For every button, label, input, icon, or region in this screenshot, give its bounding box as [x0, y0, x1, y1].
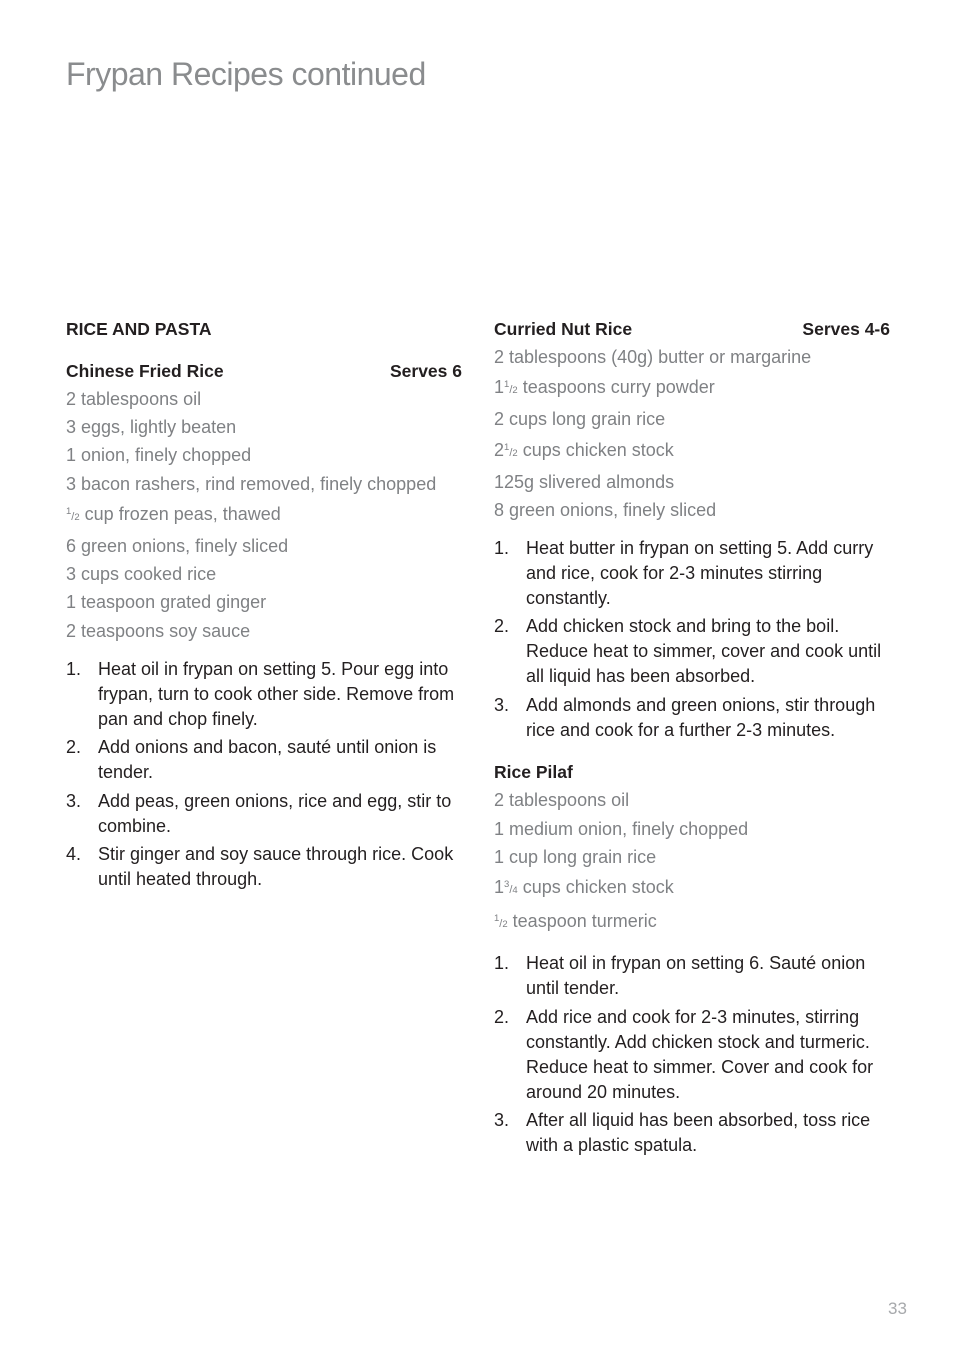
fraction-whole: 2: [494, 439, 505, 460]
ingredient-item: 2 teaspoons soy sauce: [66, 620, 251, 641]
recipe-title: Chinese Fried Rice: [66, 361, 224, 381]
fraction-denominator: 2: [512, 447, 518, 459]
step-item: [66, 735, 462, 785]
recipe-header-chinese-fried-rice: [66, 359, 462, 383]
fraction: 1/2: [504, 441, 518, 459]
step-text: Stir ginger and soy sauce through rice. Cook until heated through.: [98, 844, 454, 889]
recipe-title: Curried Nut Rice: [494, 319, 633, 339]
ingredient-item: 2 tablespoons (40g) butter or margarine: [494, 347, 812, 367]
ingredient-item: 1 medium onion, finely chopped: [494, 818, 749, 839]
step-number: 3.: [494, 694, 510, 715]
step-text: Add peas, green onions, rice and egg, stir to combine.: [98, 790, 452, 836]
ingredient-item: 6 green onions, finely sliced: [66, 535, 289, 556]
method-steps: [494, 951, 890, 1158]
ingredient-item: 125g slivered almonds: [494, 471, 675, 492]
right-column: [494, 317, 890, 1162]
ingredient-text: teaspoon turmeric: [512, 911, 657, 932]
ingredient-item: [494, 873, 890, 903]
step-item: [494, 1108, 890, 1158]
ingredient-item: 8 green onions, finely sliced: [494, 499, 717, 520]
ingredient-item: 2 cups long grain rice: [494, 409, 666, 430]
ingredient-list: [494, 788, 890, 937]
step-text: Heat oil in frypan on setting 6. Sauté onion until tender.: [526, 953, 866, 999]
step-number: 1.: [66, 658, 82, 679]
fraction-numerator: 1: [66, 505, 72, 517]
step-text: Add almonds and green onions, stir through rice and cook for a further 2-3 minutes.: [526, 694, 876, 740]
step-item: [66, 657, 462, 732]
recipe-title: Rice Pilaf: [494, 762, 573, 783]
ingredient-item: 1 teaspoon grated ginger: [66, 592, 267, 613]
ingredient-item: 2 tablespoons oil: [494, 790, 630, 811]
step-number: 2.: [494, 616, 510, 637]
fraction-numerator: 3: [504, 879, 510, 890]
step-item: [494, 693, 890, 743]
ingredient-item: 1 onion, finely chopped: [66, 445, 252, 466]
step-item: [494, 536, 890, 611]
recipe-serves: Serves 6: [389, 361, 462, 381]
ingredient-list: [66, 387, 462, 643]
step-text: Add onions and bacon, sauté until onion is tender.: [98, 737, 437, 782]
step-text: Add chicken stock and bring to the boil. Reduce heat to simmer, cover and cook until all liquid has been absorbed.: [526, 616, 882, 687]
step-item: [66, 789, 462, 839]
step-item: [66, 842, 462, 892]
fraction-numerator: 1: [504, 379, 510, 391]
step-number: 1.: [494, 537, 510, 558]
step-number: 3.: [66, 790, 82, 811]
recipe-header-rice-pilaf: [494, 760, 890, 784]
method-steps: [66, 657, 462, 893]
fraction-numerator: 1: [494, 913, 500, 925]
ingredient-list: [494, 345, 890, 522]
step-text: Heat oil in frypan on setting 5. Pour egg into frypan, turn to cook other side. Remove from pan and chop finely.: [98, 658, 455, 729]
left-column: [66, 317, 462, 896]
section-heading: RICE AND PASTA: [66, 319, 212, 339]
ingredient-item: [494, 907, 890, 937]
ingredient-item: 3 bacon rashers, rind removed, finely chopped: [66, 473, 437, 494]
ingredient-item: [494, 436, 890, 466]
fraction-whole: 1: [494, 877, 505, 897]
ingredient-item: 1 cup long grain rice: [494, 846, 657, 867]
ingredient-text: cups chicken stock: [522, 439, 674, 460]
step-text: After all liquid has been absorbed, toss rice with a plastic spatula.: [526, 1110, 871, 1156]
recipe-serves: Serves 4-6: [802, 319, 890, 339]
ingredient-item: [66, 500, 462, 530]
ingredient-text: cup frozen peas, thawed: [84, 503, 281, 524]
fraction: 1/2: [66, 505, 80, 523]
step-number: 3.: [494, 1110, 510, 1131]
step-number: 2.: [494, 1006, 510, 1027]
fraction-whole: 1: [494, 377, 505, 398]
recipe-header-curried-nut-rice: [494, 317, 890, 341]
fraction-denominator: 2: [74, 511, 80, 523]
step-number: 1.: [494, 953, 510, 974]
fraction-numerator: 1: [504, 441, 510, 453]
step-number: 4.: [66, 844, 82, 864]
page-title: Frypan Recipes continued: [66, 56, 426, 92]
fraction-denominator: 2: [502, 919, 508, 931]
fraction-denominator: 4: [512, 885, 518, 896]
ingredient-item: 2 tablespoons oil: [66, 389, 202, 409]
ingredient-item: [494, 373, 890, 403]
fraction: 1/2: [504, 379, 518, 397]
ingredient-text: cups chicken stock: [522, 877, 674, 897]
step-item: [494, 951, 890, 1001]
step-item: [494, 614, 890, 689]
method-steps: [494, 536, 890, 743]
step-item: [494, 1005, 890, 1105]
ingredient-item: 3 eggs, lightly beaten: [66, 417, 237, 438]
ingredient-item: 3 cups cooked rice: [66, 564, 217, 585]
fraction: 1/2: [494, 913, 508, 931]
fraction: 3/4: [504, 879, 518, 896]
fraction-denominator: 2: [512, 385, 518, 397]
spacer: [494, 746, 890, 760]
page-number: 33: [888, 1299, 907, 1318]
step-text: Heat butter in frypan on setting 5. Add curry and rice, cook for 2-3 minutes stirring constantly.: [526, 537, 874, 608]
ingredient-text: teaspoons curry powder: [522, 377, 715, 398]
step-text: Add rice and cook for 2-3 minutes, stirring constantly. Add chicken stock and turmeric. Reduce heat to simmer. Cover and cook for around 20 minutes.: [526, 1006, 874, 1102]
step-number: 2.: [66, 737, 82, 757]
